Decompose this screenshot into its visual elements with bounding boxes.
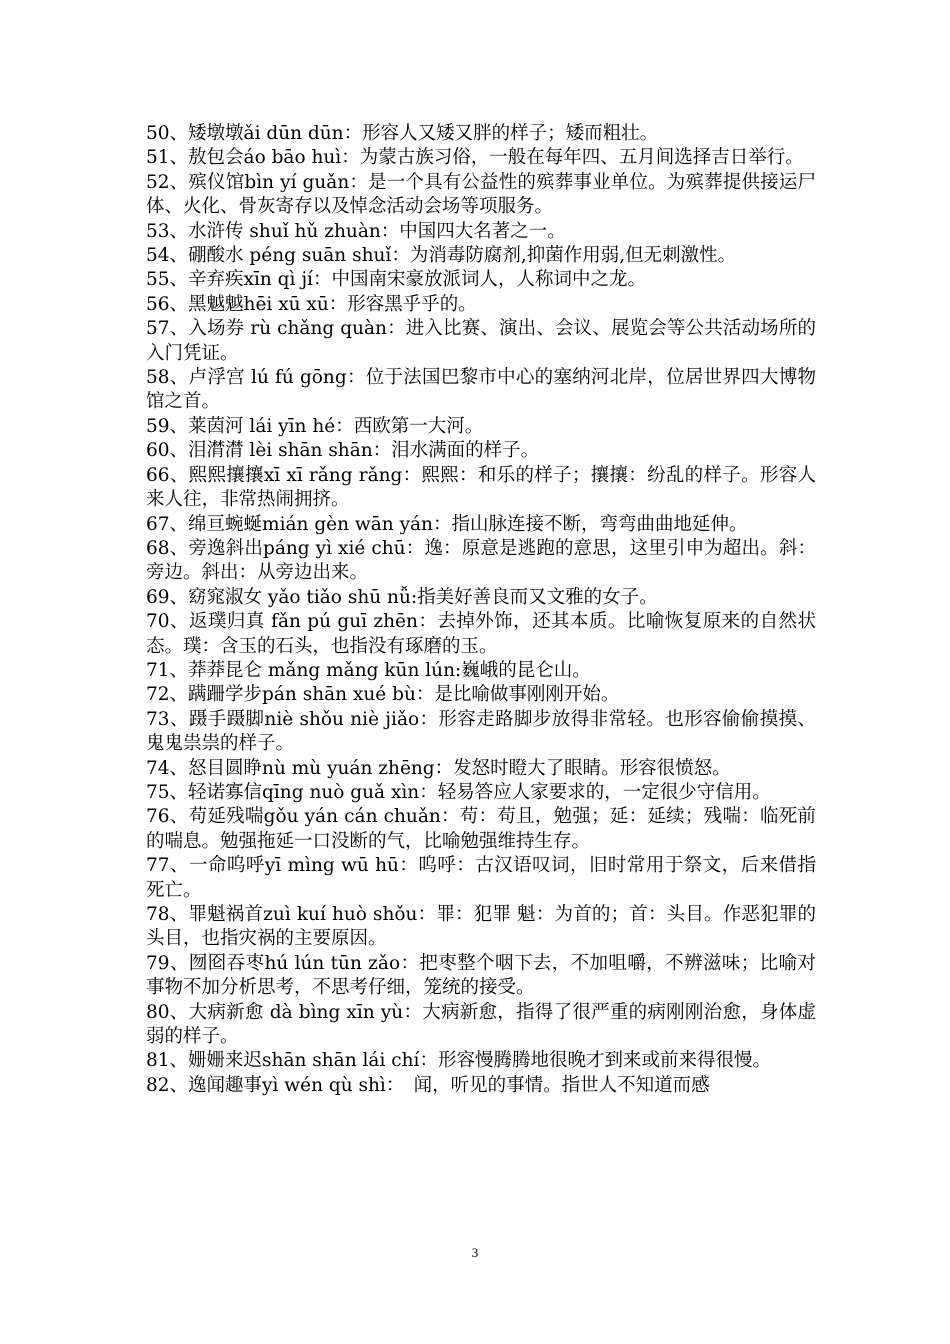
vocab-entry-51: 51、敖包会áo bāo huì：为蒙古族习俗，一般在每年四、五月间选择吉日举行。 <box>146 147 804 169</box>
vocab-entry-69: 69、窈窕淑女 yǎo tiǎo shū nǚ:指美好善良而又文雅的女子。 <box>146 586 658 608</box>
vocab-entry-79: 79、囫囵吞枣hú lún tūn zǎo：把枣整个咽下去，不加咀嚼，不辨滋味；比喻对事物不加分析思考，不思考仔细，笼统的接受。 <box>146 952 816 999</box>
vocab-entry-73: 73、蹑手蹑脚niè shǒu niè jiǎo：形容走路脚步放得非常轻。也形容偷偷摸摸、鬼鬼祟祟的样子。 <box>146 708 816 755</box>
vocab-entry-75: 75、轻诺寡信qīng nuò guǎ xìn：轻易答应人家要求的，一定很少守信用。 <box>146 781 771 803</box>
vocabulary-list <box>146 122 816 1098</box>
vocab-entry-70: 70、返璞归真 fǎn pú guī zhēn：去掉外饰，还其本质。比喻恢复原来的自然状态。璞：含玉的石头，也指没有琢磨的玉。 <box>146 611 816 657</box>
vocab-entry-52: 52、殡仪馆bìn yí guǎn：是一个具有公益性的殡葬事业单位。为殡葬提供接运尸体、火化、骨灰寄存以及悼念活动会场等项服务。 <box>146 171 816 218</box>
vocab-entry-74: 74、怒目圆睁nù mù yuán zhēng：发怒时瞪大了眼睛。形容很愤怒。 <box>146 757 731 779</box>
vocab-entry-56: 56、黑魆魆hēi xū xū：形容黑乎乎的。 <box>146 293 477 315</box>
vocab-entry-68: 68、旁逸斜出páng yì xié chū：逸：原意是逃跑的意思，这里引申为超出。斜：旁边。斜出：从旁边出来。 <box>146 537 816 584</box>
vocab-entry-53: 53、水浒传 shuǐ hǔ zhuàn：中国四大名著之一。 <box>146 220 566 242</box>
vocab-entry-59: 59、莱茵河 lái yīn hé：西欧第一大河。 <box>146 415 484 437</box>
vocab-entry-76: 76、苟延残喘gǒu yán cán chuǎn：苟：苟且，勉强；延：延续；残喘：临死前的喘息。勉强拖延一口没断的气，比喻勉强维持生存。 <box>146 806 816 852</box>
vocab-entry-80: 80、大病新愈 dà bìng xīn yù：大病新愈，指得了很严重的病刚刚治愈，身体虚弱的样子。 <box>146 1001 816 1048</box>
vocab-entry-72: 72、蹒跚学步pán shān xué bù：是比喻做事刚刚开始。 <box>146 684 620 706</box>
vocab-entry-66: 66、熙熙攘攘xī xī rǎng rǎng：熙熙：和乐的样子；攘攘：纷乱的样子。形容人来人往，非常热闹拥挤。 <box>146 464 816 511</box>
vocab-entry-81: 81、姗姗来迟shān shān lái chí：形容慢腾腾地很晚才到来或前来得很慢。 <box>146 1050 771 1072</box>
vocab-entry-78: 78、罪魁祸首zuì kuí huò shǒu：罪：犯罪 魁：为首的；首：头目。作恶犯罪的头目，也指灾祸的主要原因。 <box>146 904 816 950</box>
vocab-entry-60: 60、泪潸潸 lèi shān shān：泪水满面的样子。 <box>146 440 540 462</box>
vocab-entry-77: 77、一命呜呼yī mìng wū hū：呜呼：古汉语叹词，旧时常用于祭文，后来借指死亡。 <box>146 855 816 901</box>
page-number: 3 <box>471 1245 479 1260</box>
vocab-entry-67: 67、绵亘蜿蜒mián gèn wān yán：指山脉连接不断，弯弯曲曲地延伸。 <box>146 513 748 535</box>
vocab-entry-54: 54、硼酸水 péng suān shuǐ：为消毒防腐剂,抑菌作用弱,但无刺激性。 <box>146 245 737 267</box>
vocab-entry-57: 57、入场券 rù chǎng quàn：进入比赛、演出、会议、展览会等公共活动场所的入门凭证。 <box>146 318 816 364</box>
vocab-entry-71: 71、莽莽昆仑 mǎng mǎng kūn lún:巍峨的昆仑山。 <box>146 659 591 681</box>
vocab-entry-50: 50、矮墩墩ǎi dūn dūn：形容人又矮又胖的样子；矮而粗壮。 <box>146 123 659 144</box>
vocab-entry-55: 55、辛弃疾xīn qì jí：中国南宋豪放派词人，人称词中之龙。 <box>146 269 646 291</box>
vocab-entry-58: 58、卢浮宫 lú fú gōng：位于法国巴黎市中心的塞纳河北岸，位居世界四大博物馆之首。 <box>146 367 816 413</box>
vocab-entry-82: 82、逸闻趣事yì wén qù shì： 闻，听见的事情。指世人不知道而感 <box>146 1074 710 1096</box>
